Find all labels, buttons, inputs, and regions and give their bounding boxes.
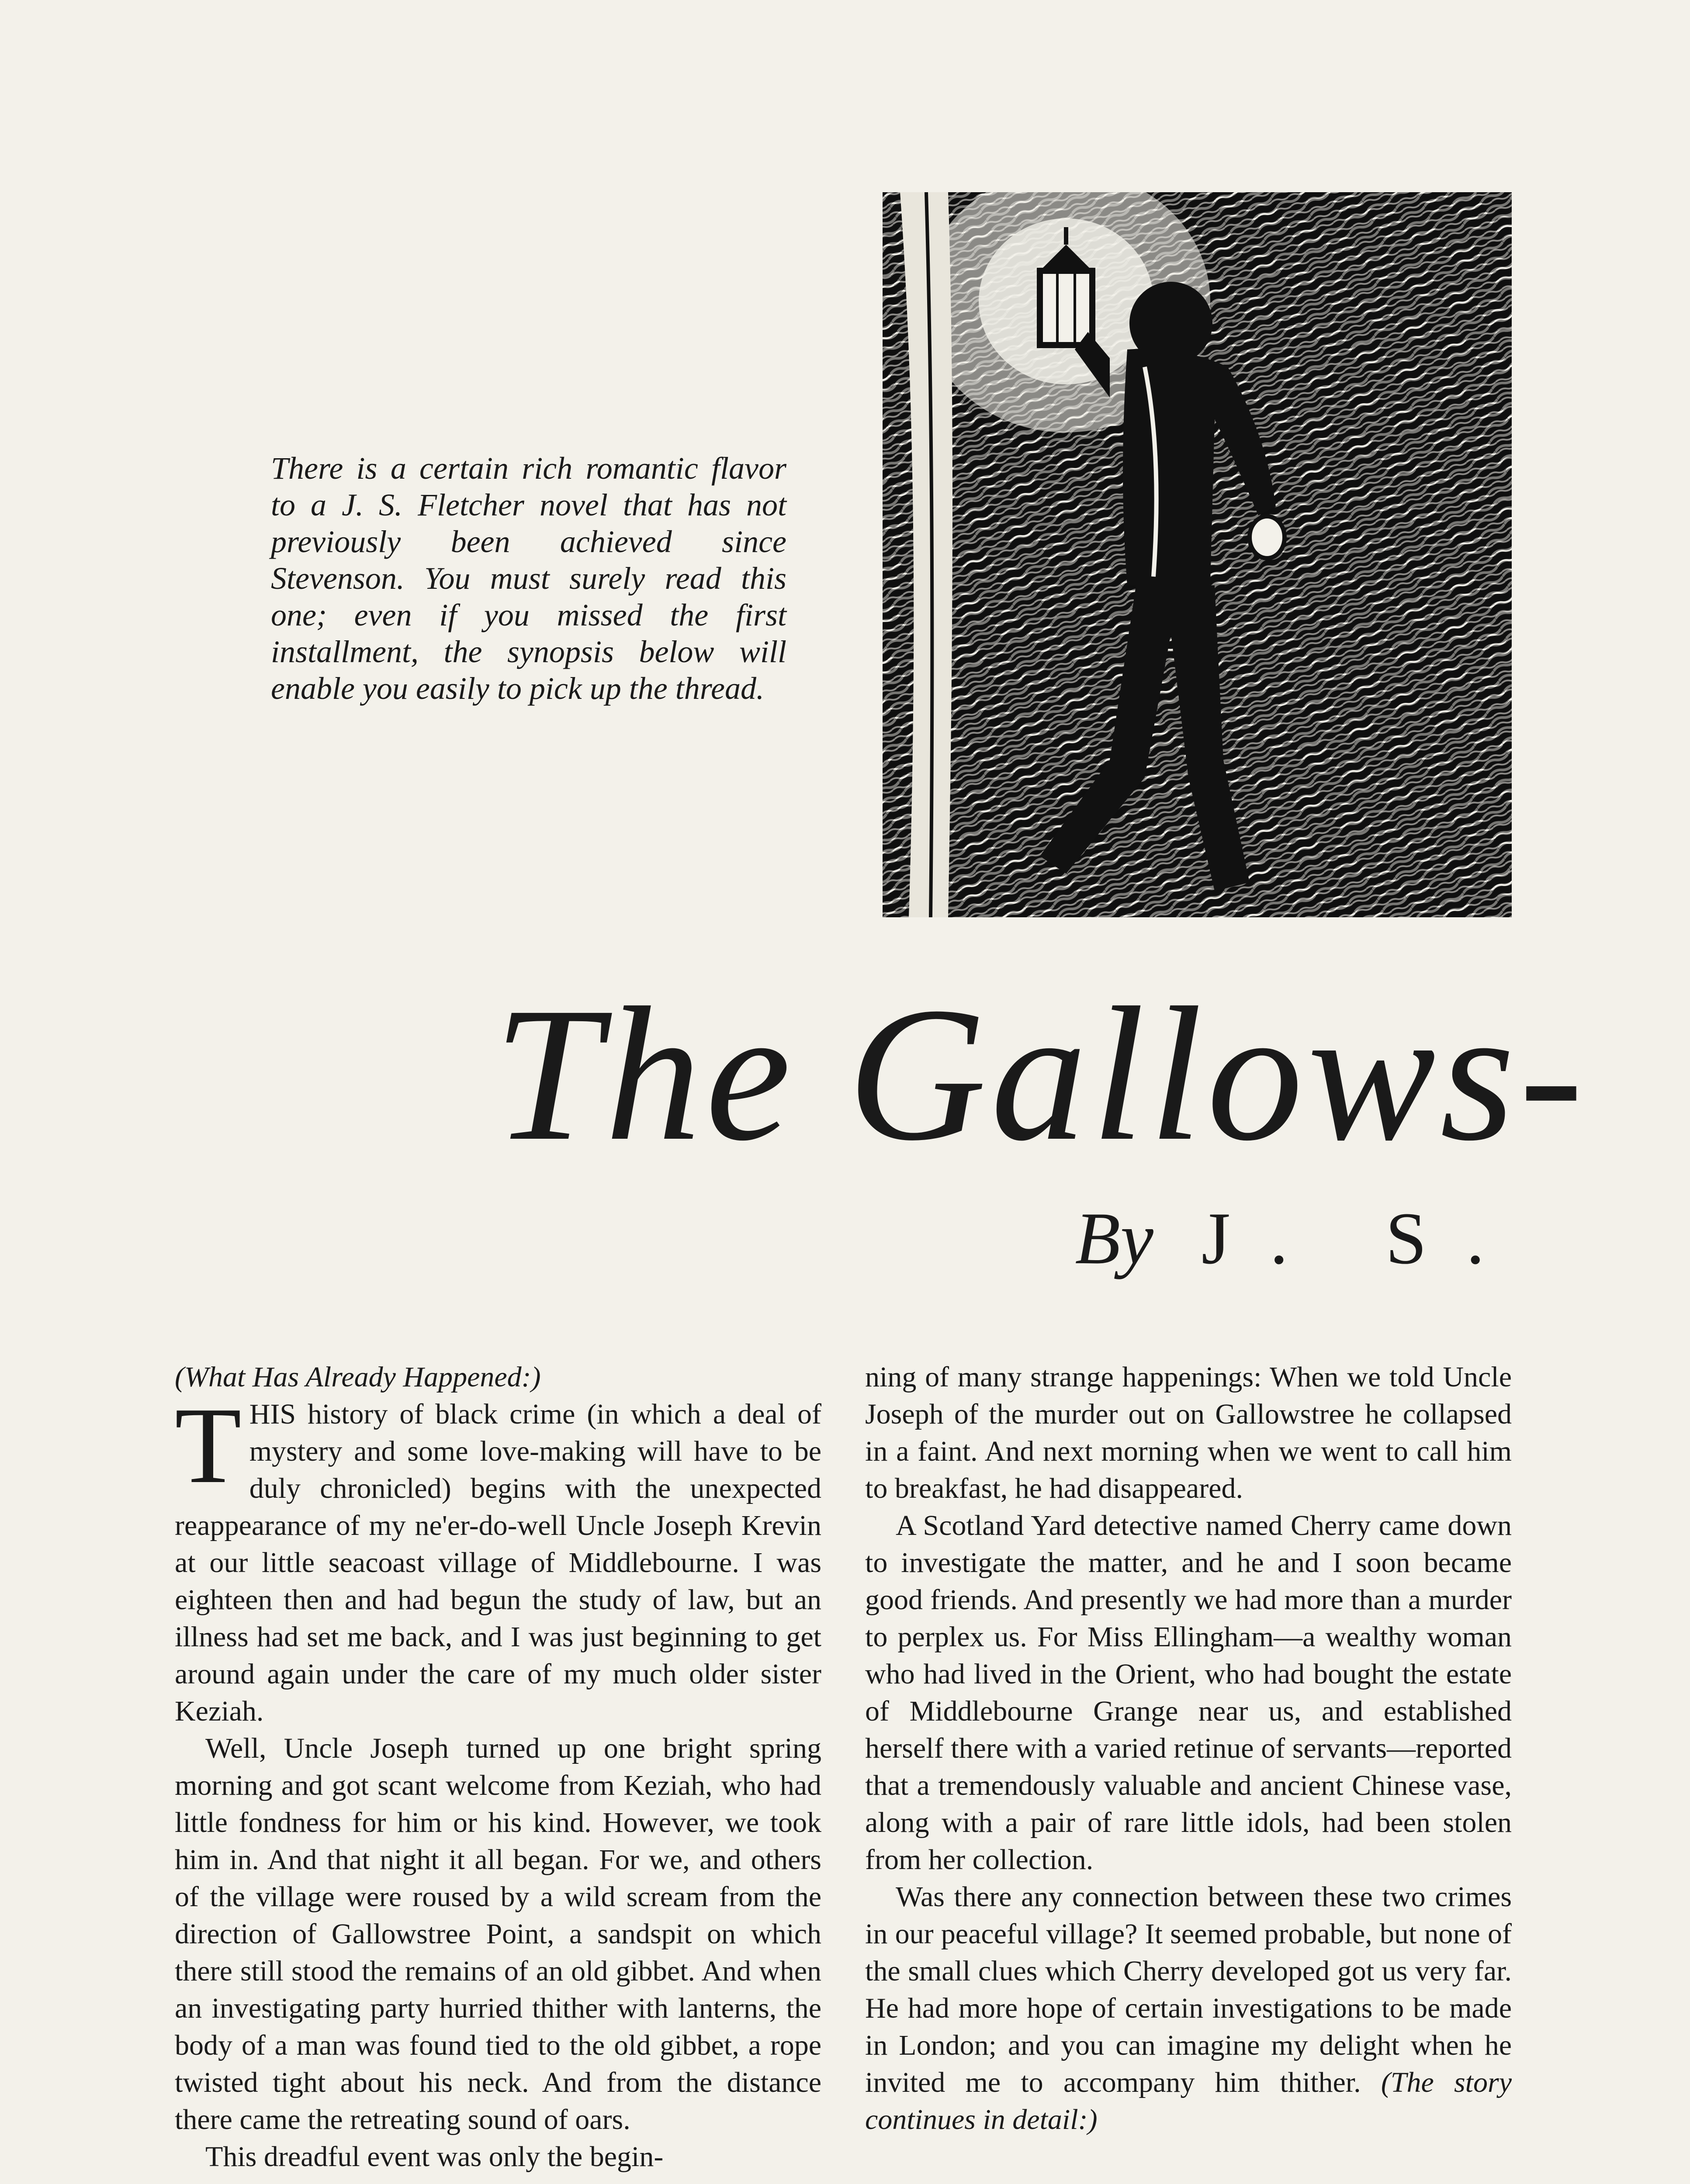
paragraph: This dreadful event was only the begin- [205,2141,664,2173]
byline-by: By [1075,1197,1153,1279]
lantern-man-drawing [883,192,1512,917]
intro-blurb: There is a certain rich romantic flavor to a J. S. Fletcher novel that has not previously been achieved since Stevenson. You must surely read this one; even if you missed the first installment, the synopsis below will enable you easily to pick up the thread. [271,451,786,706]
byline-author: J. S. [1201,1197,1524,1279]
paragraph-text: Was there any connection between these two crimes in our peaceful village? It seemed probable, but none of the small clues which Cherry developed got us very far. He had more hope of certain investigations to be made in London; and you can imagine my delight when he invited me to accompany him thither. [865,1881,1512,2098]
paragraph: Well, Uncle Joseph turned up one bright spring morning and got scant welcome from Keziah, who had little fondness for him or his kind. However, we took him in. And that night it all began. For we, and others of the village were roused by a wild scream from the direction of Gallowstree Point, a sandspit on which there still stood the remains of an old gibbet. And when an investigating party hurried thither with lanterns, the body of a man was found tied to the old gibbet, a rope twisted tight about his neck. And from the distance there came the retreating sound of oars. [175,1732,821,2136]
paragraph [865,1878,1512,2138]
left-column [175,1358,821,2175]
paragraph: ning of many strange happenings: When we told Uncle Joseph of the murder out on Gallowstree he collapsed in a faint. And next morning when we went to call him to breakfast, he had disappeared. [865,1361,1512,1504]
paragraph [175,1385,821,1730]
paragraph-text: HIS history of black crime (in which a deal of mystery and some love-making will have to be duly chronicled) begins with the unexpected reappearance of my ne'er-do-well Uncle Joseph Krevin at our little seacoast village of Middlebourne. I was eighteen then and had begun the study of law, but an illness had set me back, and I was just beginning to get around again under the care of my much older sister Keziah. [175,1398,821,1727]
right-column [865,1358,1512,2138]
story-illustration [883,192,1512,917]
story-title: The Gallows- [494,968,1588,1181]
drop-cap: T [175,1385,242,1506]
continuation-note: (The story continues in detail:) [865,2067,1512,2136]
byline [1075,1197,1524,1280]
synopsis-heading: (What Has Already Happened:) [175,1361,541,1393]
paragraph: A Scotland Yard detective named Cherry came down to investigate the matter, and he and I soon became good friends. And presently we had more than a murder to perplex us. For Miss Ellingham—a wealthy woman who had lived in the Orient, who had bought the estate of Middlebourne Grange near us, and established herself there with a varied retinue of servants—reported that a tremendously valuable and ancient Chinese vase, along with a pair of rare little idols, had been stolen from her collection. [865,1510,1512,1876]
